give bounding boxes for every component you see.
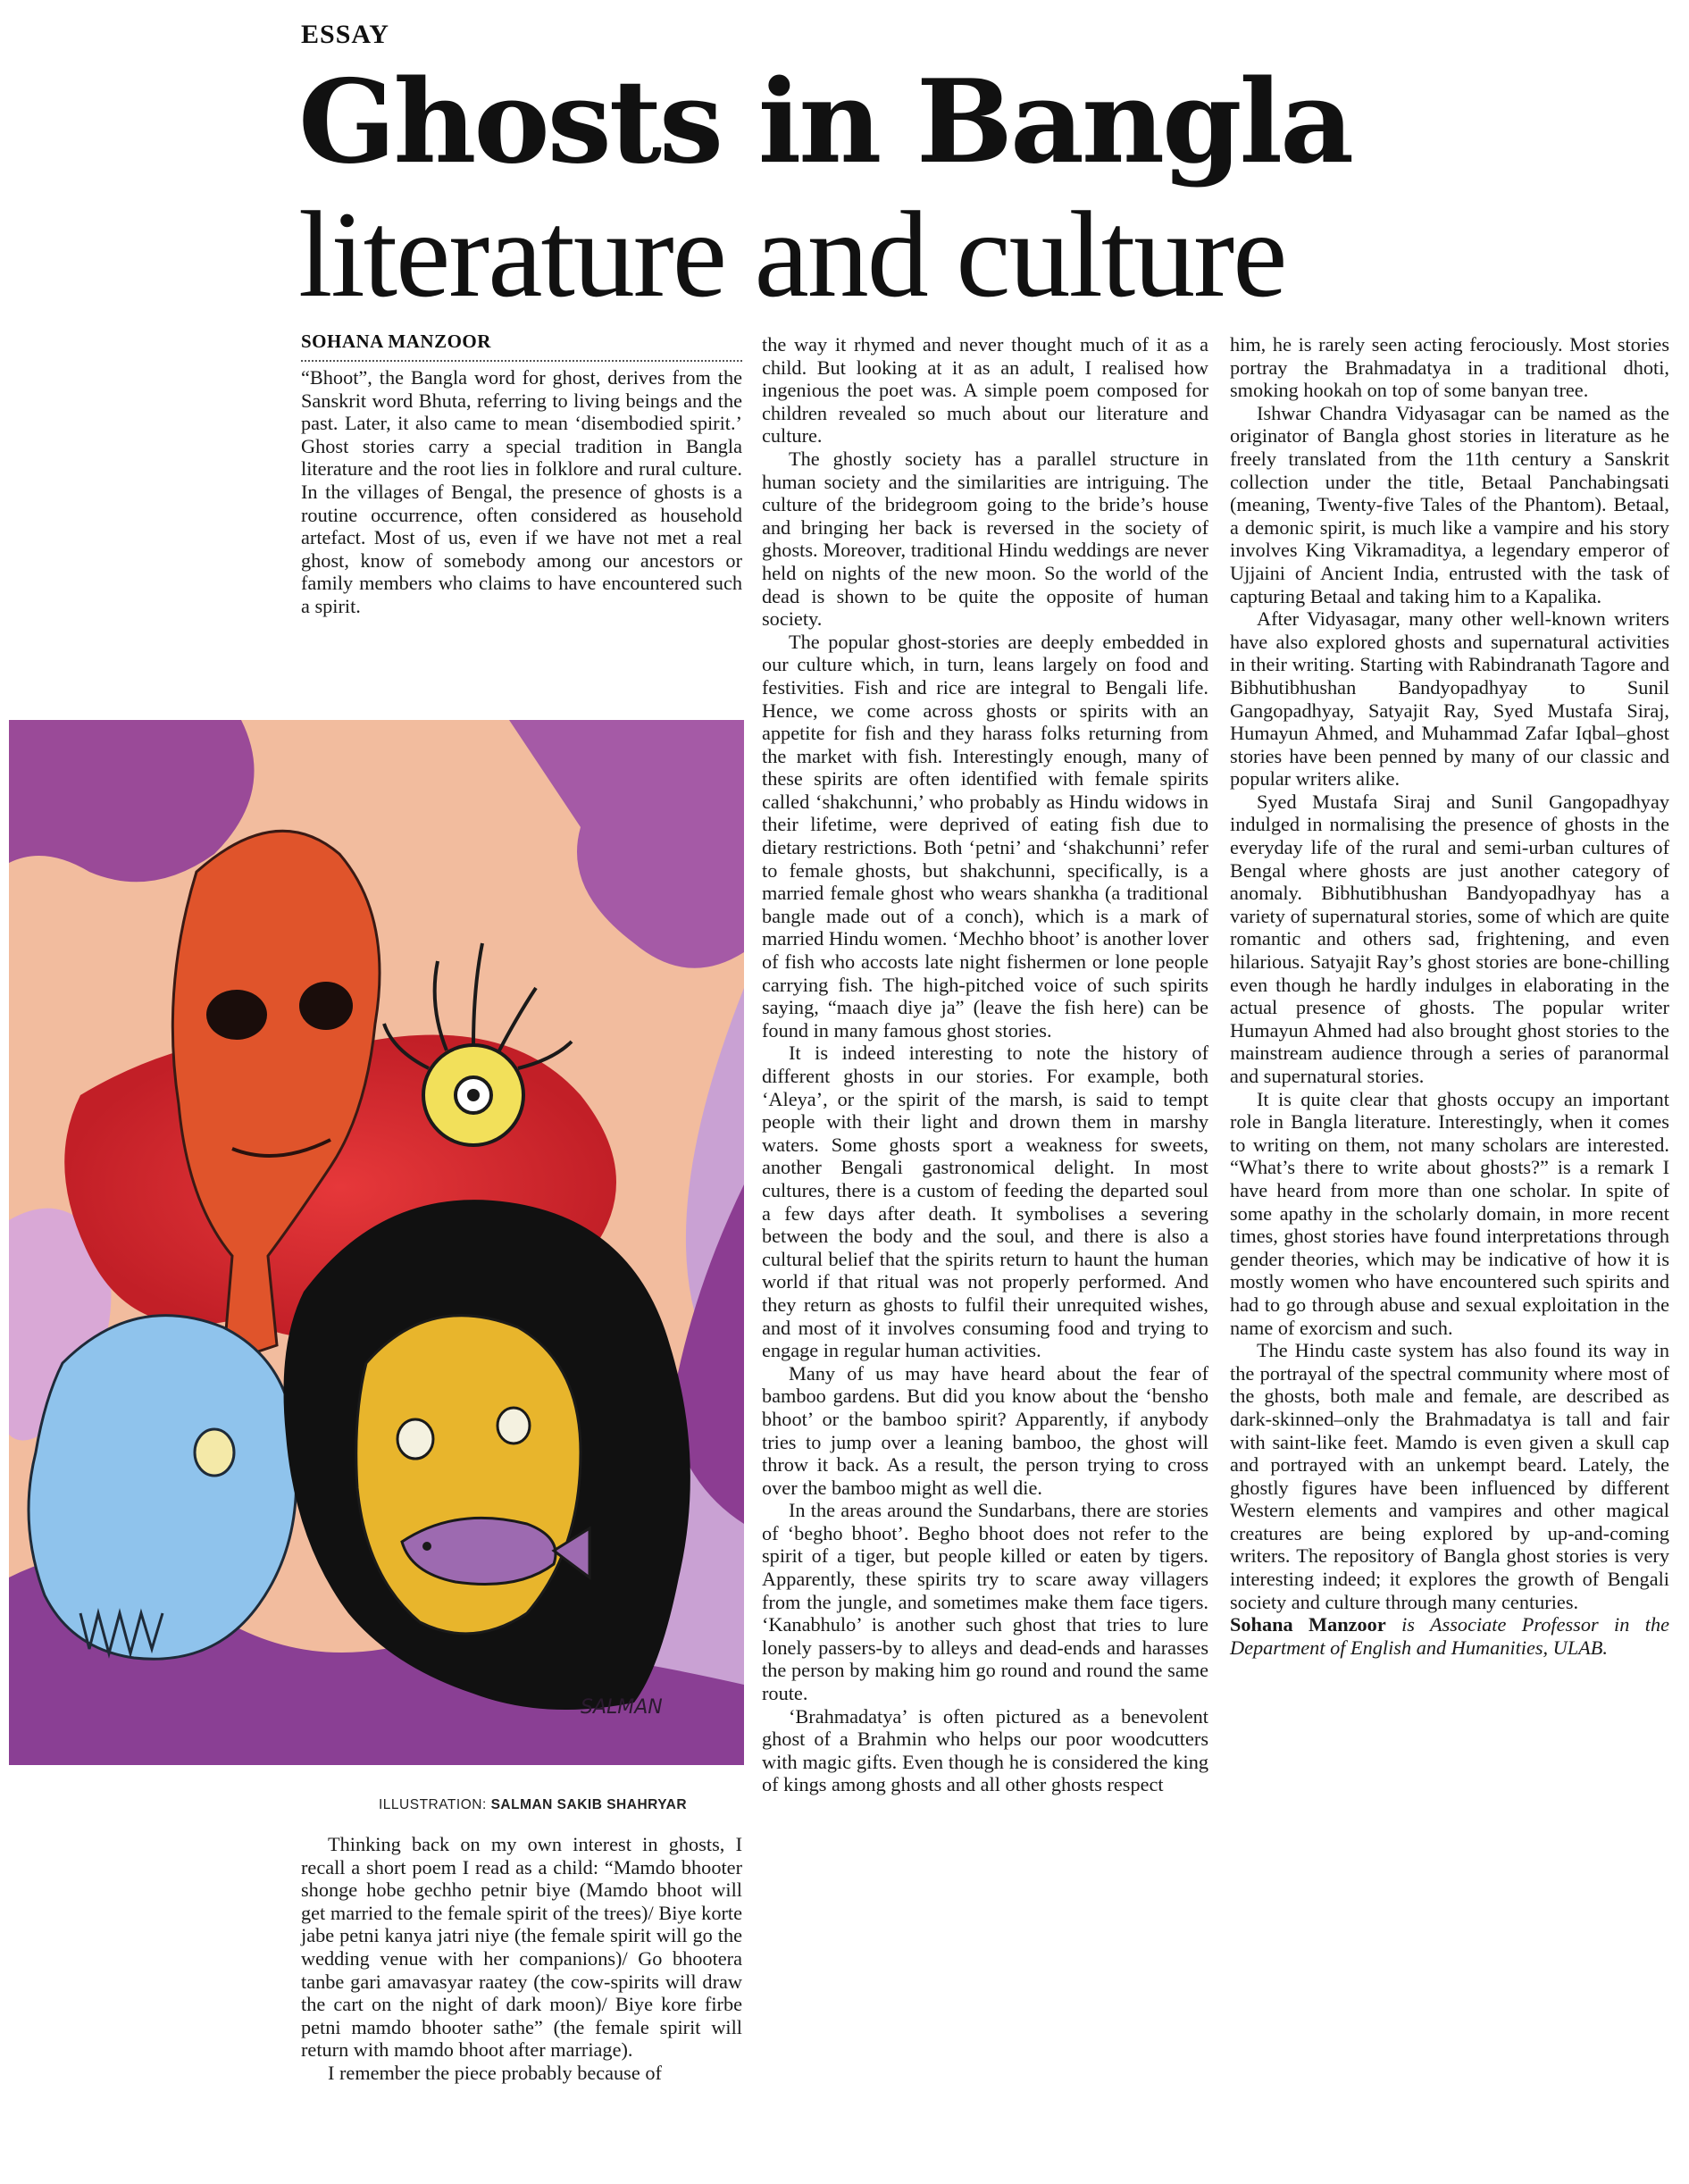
paragraph: the way it rhymed and never thought much of it as a child. But looking at it as an adult, I realised how ingenious the poet was. A simple poem composed for children revealed so much about our literature and culture. <box>762 333 1208 448</box>
column-2 <box>762 333 1208 1796</box>
paragraph: “Bhoot”, the Bangla word for ghost, derives from the Sanskrit word Bhuta, referring to living beings and the past. Later, it also came to mean ‘disembodied spirit.’ Ghost stories carry a special tradition in Bangla literature and the root lies in folklore and rural culture. In the villages of Bengal, the presence of ghosts is a routine occurrence, often considered as household artefact. Most of us, even if we have not met a real ghost, know of somebody among our ancestors or family members who claims to have encountered such a spirit. <box>301 366 742 617</box>
yellow-face-eye-right <box>498 1408 530 1443</box>
paragraph: Syed Mustafa Siraj and Sunil Gangopadhyay indulged in normalising the presence of ghosts in the everyday life of the rural and semi-urban cultures of Bengal where ghosts are just another category of anomaly. Bibhutibhushan Bandyopadhyay has a variety of supernatural stories, some of which are quite romantic and others sad, frightening, and even hilarious. Satyajit Ray’s ghost stories are bone-chilling even though he hardly indulges in elaborating in the actual presence of ghosts. The popular writer Humayun Ahmed had also brought ghost stories to the mainstream audience through a series of paranormal and supernatural stories. <box>1230 790 1669 1087</box>
paragraph: ‘Brahmadatya’ is often pictured as a benevolent ghost of a Brahmin who helps our poor woodcutters with magic gifts. Even though he is considered the king of kings among ghosts and all other ghosts respect <box>762 1704 1208 1796</box>
credit-name: SALMAN SAKIB SHAHRYAR <box>490 1797 688 1812</box>
author-bio <box>1230 1613 1669 1659</box>
ghosts-illustration <box>9 720 744 1765</box>
orange-mask-eye-right <box>299 982 353 1030</box>
column-3 <box>1230 333 1669 1659</box>
paragraph: The popular ghost-stories are deeply embedded in our culture which, in turn, leans largely on food and festivities. Fish and rice are integral to Bengali life. Hence, we come across ghosts or spirits with an appetite for fish and they harass folks returning from the market with fish. Interestingly enough, many of these spirits are often identified with female spirits called ‘shakchunni,’ who probably as Hindu widows in their lifetime, were deprived of eating fish due to dietary restrictions. Both ‘petni’ and ‘shakchunni’ refer to female ghosts, but shakchunni, specifically, is a married female ghost who wears shankha (a traditional bangle made out of a conch), which is a mark of married Hindu women. ‘Mechho bhoot’ is another lover of fish who accosts late night fishermen or lone people carrying fish. The high-pitched voice of such spirits saying, “maach diye ja” (leave the fish here) can be found in many famous ghost stories. <box>762 630 1208 1042</box>
credit-label: ILLUSTRATION: <box>379 1797 491 1812</box>
paragraph: Thinking back on my own interest in ghosts, I recall a short poem I read as a child: “Mamdo bhooter shonge hobe gechho petnir biye (Mamdo bhoot will get married to the female spirit of the trees)/ Biye korte jabe petni kanya jatri niye (the female spirit will go the wedding venue with her companions)/ Go bhootera tanbe gari amavasyar raatey (the cow-spirits will draw the cart on the night of dark moon)/ Biye kore firbe petni mamdo bhooter sathe” (the female spirit will return with mamdo bhoot after marriage). <box>301 1833 742 2062</box>
headline-line-2: literature and culture <box>298 186 1286 322</box>
paragraph: It is indeed interesting to note the history of different ghosts in our stories. For example, both ‘Aleya’, or the spirit of the marsh, is said to tempt people with their light and drown them in marshy waters. Some ghosts sport a weakness for sweets, another Bengali gastronomical delight. In most cultures, there is a custom of feeding the departed soul a few days after death. It symbolises a severing between the body and the soul, and there is also a cultural belief that the spirits return to haunt the human world if that ritual was not properly performed. And they return as ghosts to fulfil their unrequited wishes, and most of it involves consuming food and trying to engage in regular human activities. <box>762 1042 1208 1362</box>
byline: SOHANA MANZOOR <box>301 331 742 362</box>
cyclops-pupil <box>467 1089 480 1101</box>
yellow-face-eye-left <box>397 1419 433 1459</box>
paragraph: The ghostly society has a parallel structure in human society and the similarities are intriguing. The culture of the bridegroom going to the bride’s house and bringing her back is reversed in the society of ghosts. Moreover, traditional Hindu weddings are never held on nights of the new moon. So the world of the dead is shown to be quite the opposite of human society. <box>762 447 1208 631</box>
fish-eye <box>422 1542 431 1551</box>
illustration <box>9 720 744 1765</box>
paragraph: The Hindu caste system has also found its way in the portrayal of the spectral community where most of the ghosts, both male and female, are described as dark-skinned–only the Brahmadatya is tall and fair with saint-like feet. Mamdo is even given a skull cap and portrayed with an unkempt beard. Lately, the ghostly figures have been influenced by different Western elements and vampires and other magical creatures are being explored by up-and-coming writers. The repository of Bangla ghost stories is very interesting indeed; it explores the growth of Bengali society and culture through many centuries. <box>1230 1339 1669 1613</box>
section-label: ESSAY <box>301 20 389 49</box>
blue-skull-eye <box>195 1429 234 1476</box>
illustration-credit <box>379 1797 687 1813</box>
paragraph: Ishwar Chandra Vidyasagar can be named as the originator of Bangla ghost stories in literature as he freely translated from the 11th century a Sanskrit collection under the title, Betaal Panchabingsati (meaning, Twenty-five Tales of the Phantom). Betaal, a demonic spirit, is much like a vampire and his story involves King Vikramaditya, a legendary emperor of Ujjaini of Ancient India, entrusted with the task of capturing Betaal and taking him to a Kapalika. <box>1230 401 1669 607</box>
paragraph: It is quite clear that ghosts occupy an important role in Bangla literature. Interestingly, when it comes to writing on them, not many scholars are interested. “What’s there to write about ghosts?” is a remark I have heard from more than one scholar. In spite of some apathy in the scholarly domain, in more recent times, ghost stories have found interpretations through gender theories, which may be indicative of how it is mostly women who have encountered such spirits and had to go through abuse and sexual exploitation in the name of exorcism and such. <box>1230 1087 1669 1339</box>
headline-line-1: Ghosts in Bangla <box>298 55 1352 189</box>
column-1-bottom <box>301 1833 742 2085</box>
author-bio-name: Sohana Manzoor <box>1230 1613 1386 1636</box>
blue-skull-ghost <box>29 1316 297 1660</box>
yellow-face <box>356 1316 581 1634</box>
author-bio-text: is Associate Professor in the Department of English and Humanities, ULAB. <box>1230 1613 1670 1659</box>
paragraph: Many of us may have heard about the fear of bamboo gardens. But did you know about the ‘bensho bhoot’ or the bamboo spirit? Apparently, if anybody tries to jump over a leaning bamboo, the ghost will throw it back. As a result, the person trying to cross over the bamboo might as well die. <box>762 1361 1208 1499</box>
artist-signature: SALMAN <box>581 1696 663 1719</box>
paragraph: In the areas around the Sundarbans, there are stories of ‘begho bhoot’. Begho bhoot does not refer to the spirit of a tiger, but people killed or eaten by tigers. Apparently, these spirits try to scare away villagers from the jungle, and sometimes make them face tigers. ‘Kanabhulo’ is another such ghost that tries to lure lonely passers-by to alleys and dead-ends and harasses the person by making him go round and round the same route. <box>762 1499 1208 1705</box>
paragraph: After Vidyasagar, many other well-known writers have also explored ghosts and supernatural activities in their writing. Starting with Rabindranath Tagore and Bibhutibhushan Bandyopadhyay to Sunil Gangopadhyay, Satyajit Ray, Syed Mustafa Siraj, Humayun Ahmed, and Muhammad Zafar Iqbal–ghost stories have been penned by many of our classic and popular writers alike. <box>1230 607 1669 791</box>
orange-mask-eye-left <box>206 990 267 1040</box>
paragraph: him, he is rarely seen acting ferociously. Most stories portray the Brahmadatya in a traditional dhoti, smoking hookah on top of some banyan tree. <box>1230 333 1669 402</box>
paragraph: I remember the piece probably because of <box>328 2061 662 2084</box>
column-1-top <box>301 366 742 618</box>
